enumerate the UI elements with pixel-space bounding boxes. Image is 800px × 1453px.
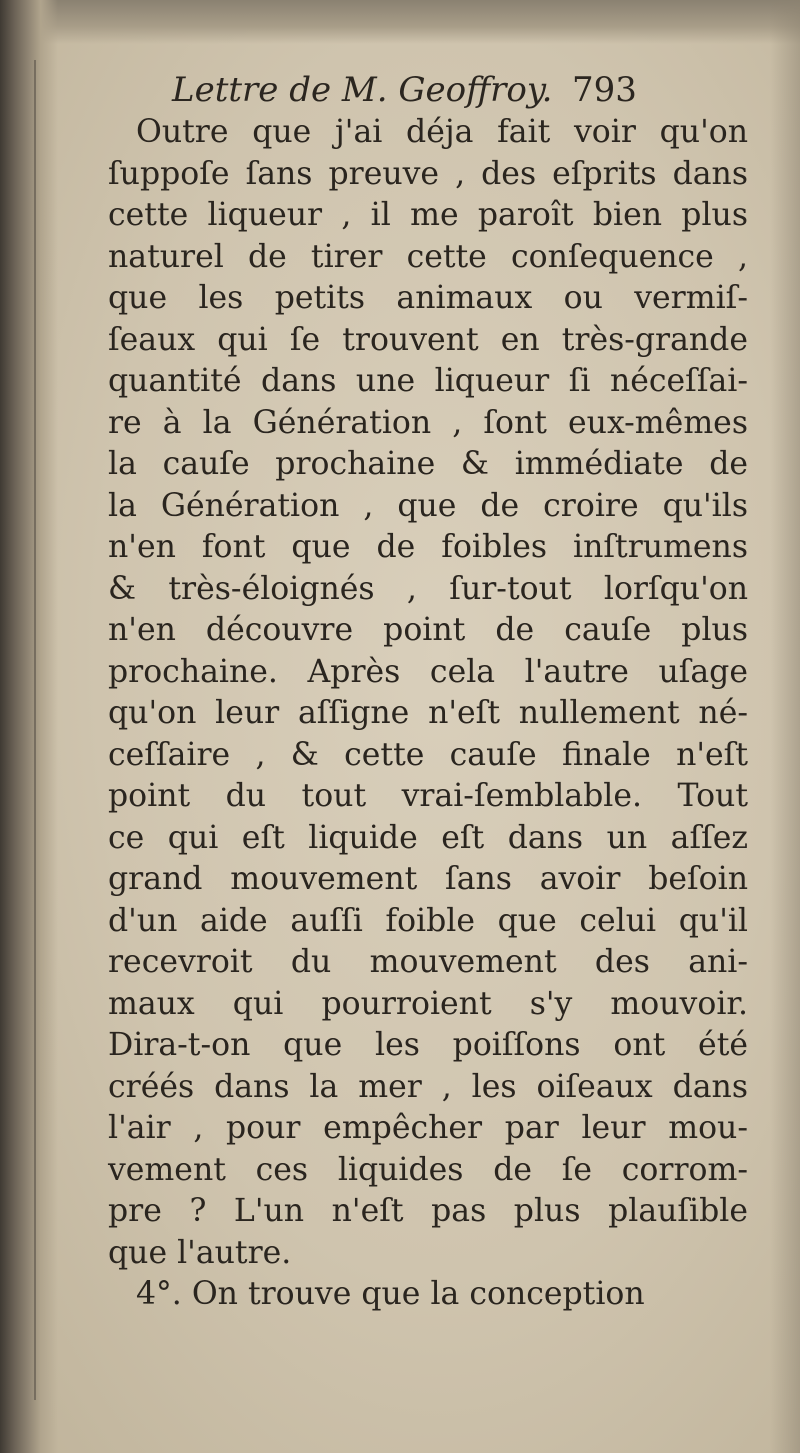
- text-line: la Génération , que de croire qu'ils: [108, 487, 748, 524]
- text-line: ceſſaire , & cette cauſe finale n'eſt: [108, 736, 748, 773]
- text-line: n'en font que de foibles inſtrumens: [108, 529, 748, 565]
- text-line: cette liqueur , il me paroît bien plus: [108, 197, 748, 233]
- running-title: Lettre de M. Geoffroy.: [172, 70, 553, 110]
- text-line: que l'autre.: [108, 1234, 292, 1271]
- text-line: que les petits animaux ou vermiſ-: [108, 280, 748, 316]
- text-line: créés dans la mer , les oiſeaux dans: [108, 1068, 748, 1105]
- text-line: Outre que j'ai déja fait voir qu'on: [136, 114, 748, 150]
- text-line: & très-éloignés , ſur-tout lorſqu'on: [108, 570, 748, 607]
- text-line: d'un aide auſſi foible que celui qu'il: [108, 902, 748, 939]
- text-line: ſuppoſe ſans preuve , des eſprits dans: [108, 155, 748, 192]
- text-line: point du tout vrai-ſemblable. Tout: [108, 778, 748, 814]
- body-text: [108, 112, 748, 1316]
- text-line: re à la Génération , ſont eux-mêmes: [108, 404, 748, 441]
- text-line: grand mouvement ſans avoir beſoin: [108, 861, 748, 897]
- text-line: quantité dans une liqueur ſi néceſſai-: [108, 363, 748, 399]
- text-line: maux qui pourroient s'y mouvoir.: [108, 985, 748, 1022]
- text-line: qu'on leur aſſigne n'eſt nullement né-: [108, 695, 748, 731]
- text-line: naturel de tirer cette conſequence ,: [108, 238, 748, 275]
- page-fold-line: [34, 60, 36, 1400]
- text-line: la cauſe prochaine & immédiate de: [108, 446, 748, 482]
- running-header: [172, 70, 732, 110]
- text-line: prochaine. Après cela l'autre uſage: [108, 653, 748, 690]
- text-line: vement ces liquides de ſe corrom-: [108, 1151, 748, 1188]
- text-line: ce qui eſt liquide eſt dans un aſſez: [108, 819, 748, 856]
- text-line: ſeaux qui ſe trouvent en très-grande: [108, 321, 748, 358]
- page-top-edge: [0, 0, 800, 44]
- page-right-shadow: [770, 0, 800, 1453]
- text-line: n'en découvre point de cauſe plus: [108, 612, 748, 648]
- text-line: recevroit du mouvement des ani-: [108, 944, 748, 980]
- text-line: 4°. On trouve que la conception: [136, 1276, 645, 1312]
- page-number: 793: [572, 70, 637, 110]
- page-binding-shadow: [0, 0, 58, 1453]
- text-line: pre ? L'un n'eſt pas plus plauſible: [108, 1193, 748, 1229]
- text-line: l'air , pour empêcher par leur mou-: [108, 1110, 748, 1146]
- text-line: Dira-t-on que les poiſſons ont été: [108, 1027, 748, 1063]
